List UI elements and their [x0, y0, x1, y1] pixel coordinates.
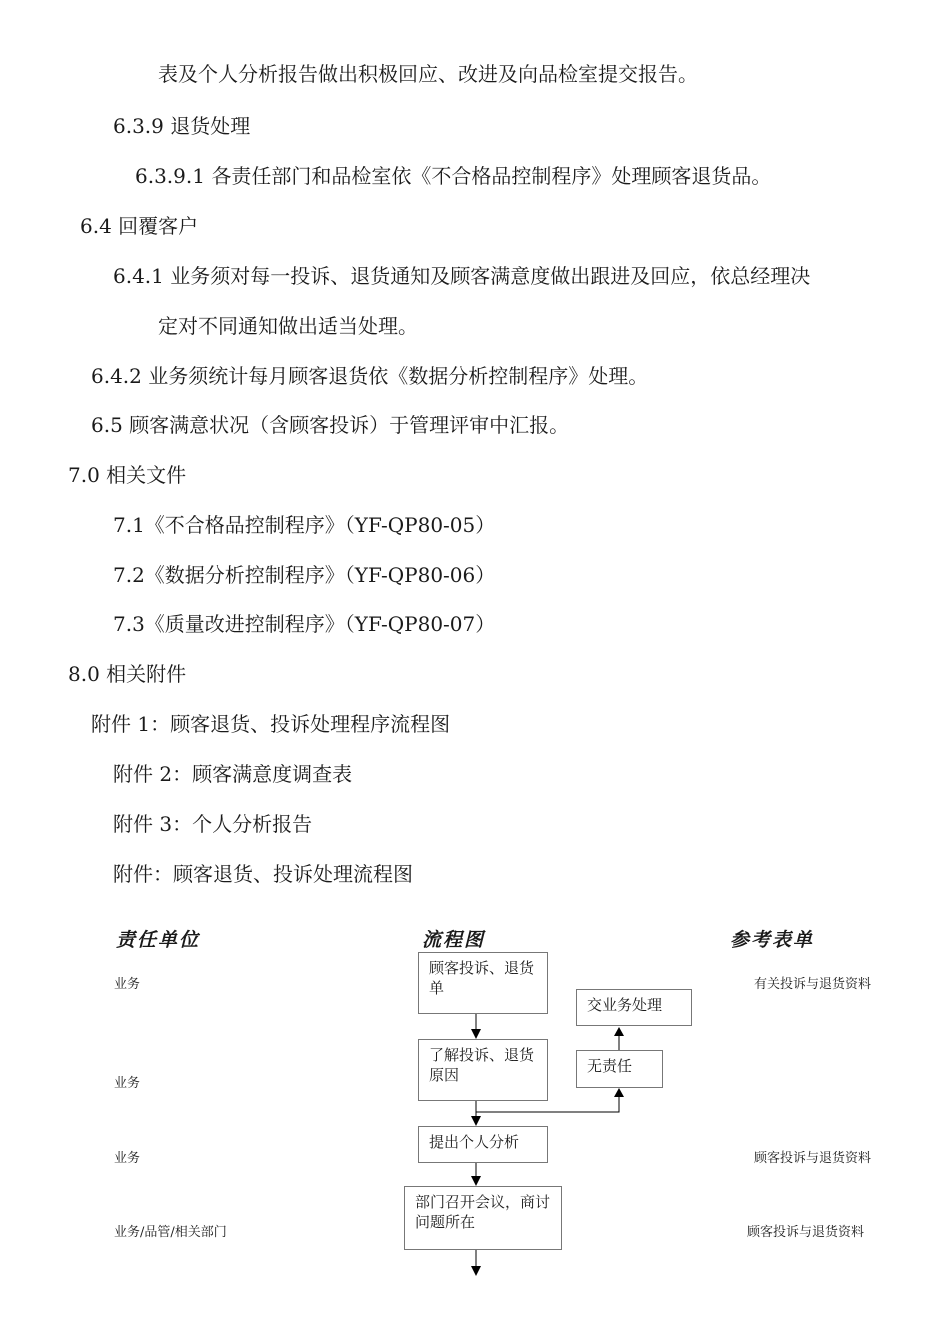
text-line-13: 8.0 相关附件	[68, 662, 187, 686]
unit-label-2: 业务	[114, 1076, 141, 1091]
text-line-9: 7.0 相关文件	[68, 463, 187, 487]
text-line-15: 附件 2：顾客满意度调查表	[113, 762, 353, 786]
unit-label-4: 业务/品管/相关部门	[114, 1225, 227, 1240]
text-line-7: 6.4.2 业务须统计每月顾客退货依《数据分析控制程序》处理。	[91, 364, 649, 388]
arrow-down-4	[471, 1266, 481, 1276]
arrow-down-1	[471, 1029, 481, 1039]
unit-label-3: 业务	[114, 1151, 141, 1166]
flow-box-personal-analysis: 提出个人分析	[418, 1126, 548, 1163]
text-line-5: 6.4.1 业务须对每一投诉、退货通知及顾客满意度做出跟进及回应，依总经理决	[113, 264, 811, 288]
text-line-14: 附件 1：顾客退货、投诉处理程序流程图	[91, 712, 451, 736]
form-label-3: 顾客投诉与退货资料	[747, 1225, 865, 1240]
text-line-4: 6.4 回覆客户	[80, 214, 199, 238]
flow-box-hand-to-sales: 交业务处理	[576, 989, 692, 1026]
unit-label-1: 业务	[114, 977, 141, 992]
flow-box-complaint-return-form: 顾客投诉、退货单	[418, 952, 548, 1014]
arrow-down-3	[471, 1176, 481, 1186]
form-label-1: 有关投诉与退货资料	[754, 977, 872, 992]
form-label-2: 顾客投诉与退货资料	[754, 1151, 872, 1166]
flow-box-no-responsibility: 无责任	[576, 1050, 663, 1088]
text-line-17: 附件：顾客退货、投诉处理流程图	[113, 862, 413, 886]
flow-box-understand-reason: 了解投诉、退货原因	[418, 1039, 548, 1101]
flow-box-department-meeting: 部门召开会议，商讨问题所在	[404, 1186, 562, 1250]
text-line-1: 表及个人分析报告做出积极回应、改进及向品检室提交报告。	[158, 62, 698, 86]
header-responsible-unit: 责任单位	[116, 929, 201, 951]
text-line-10: 7.1《不合格品控制程序》（YF-QP80-05）	[113, 513, 496, 537]
header-reference-forms: 参考表单	[730, 929, 815, 951]
text-line-2: 6.3.9 退货处理	[113, 114, 251, 138]
arrow-up-2	[614, 1027, 624, 1036]
text-line-12: 7.3《质量改进控制程序》（YF-QP80-07）	[113, 612, 496, 636]
header-flowchart: 流程图	[422, 929, 486, 951]
text-line-6: 定对不同通知做出适当处理。	[158, 314, 418, 338]
arrow-up-1	[614, 1088, 624, 1097]
text-line-3: 6.3.9.1 各责任部门和品检室依《不合格品控制程序》处理顾客退货品。	[135, 164, 772, 188]
text-line-11: 7.2《数据分析控制程序》（YF-QP80-06）	[113, 563, 496, 587]
text-line-16: 附件 3：个人分析报告	[113, 812, 313, 836]
text-line-8: 6.5 顾客满意状况（含顾客投诉）于管理评审中汇报。	[91, 413, 570, 437]
arrow-down-2	[471, 1116, 481, 1126]
